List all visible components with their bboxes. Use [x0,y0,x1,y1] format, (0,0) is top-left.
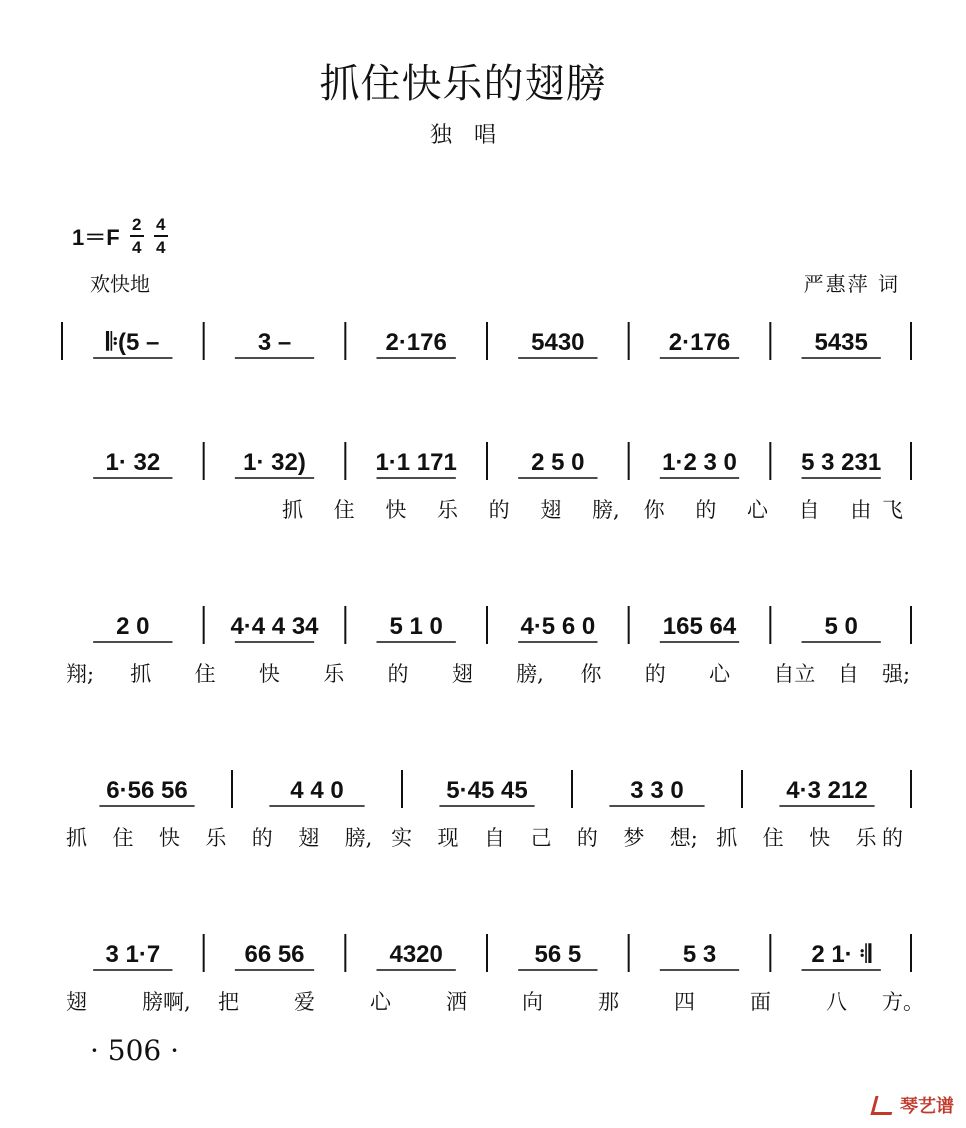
watermark [873,1092,954,1118]
key-label: 1＝F [72,224,120,250]
lyric-syllable: 翅 [451,662,473,686]
lyric-syllable: 抓 [66,826,87,850]
measure: 4320 [389,941,443,968]
lyric-syllable: 乐 [323,662,345,686]
time-sig-1-top: 2 [131,215,142,234]
lyric-syllable: 乐 [855,826,877,850]
lyric-syllable: 的 [251,826,273,850]
lyric-syllable: 快 [158,826,180,850]
measure: 1·2 3 0 [662,449,737,476]
score-line-3 [62,604,912,694]
lyric-syllable: 方。 [882,990,924,1014]
measure: 1· 32) [243,449,306,476]
lyrics-row [62,658,912,692]
lyric-syllable: 乐 [437,498,458,522]
score-line-5 [62,932,924,1022]
measure: 5·45 45 [446,777,528,804]
lyric-syllable: 心 [747,498,768,522]
lyric-syllable: 洒 [446,990,467,1014]
measure: 4 4 0 [290,777,344,804]
lyric-syllable: 四 [674,990,695,1014]
measure: 2 1· 𝄇 [811,941,872,968]
lyric-syllable: 快 [258,662,280,686]
measure: 5430 [531,329,585,356]
lyrics-row [62,374,912,408]
measure: 66 56 [244,941,305,968]
lyric-syllable: 住 [194,662,216,686]
lyrics-row [62,822,912,856]
measure: 6·56 56 [106,777,188,804]
lyric-syllable: 膀, [344,826,373,850]
lyric-syllable: 实 [391,826,413,850]
measure: 3 1·7 [105,941,161,968]
measure: 4·4 4 34 [230,613,319,640]
measure: 2 0 [116,613,150,640]
lyric-syllable: 心 [370,990,391,1014]
lyric-syllable: 的 [488,498,510,522]
time-sig-1-bottom: 4 [131,238,142,257]
time-signature-2 [154,216,168,256]
key-signature [72,216,168,256]
lyric-syllable: 翅 [66,990,87,1014]
lyric-syllable: 翔; [66,662,95,686]
lyric-syllable: 的 [882,826,903,850]
lyric-syllable: 把 [218,990,239,1014]
lyric-syllable: 的 [387,662,409,686]
notes-row [62,440,912,490]
lyric-syllable: 的 [695,498,717,522]
lyric-syllable: 自 [798,498,820,522]
lyric-syllable: 强; [882,662,911,686]
measure: 4·3 212 [786,777,868,804]
lyricist-credit: 严惠萍 词 [803,272,900,296]
measure: 2 5 0 [531,449,585,476]
lyric-syllable: 你 [643,498,665,522]
song-subtitle: 独 唱 [429,123,496,148]
notes-row [62,320,912,370]
lyric-syllable: 想; [669,826,698,850]
time-sig-2-top: 4 [155,215,166,234]
measure: 5 1 0 [389,613,443,640]
lyric-syllable: 抓 [716,826,738,850]
lyric-syllable: 那 [598,990,619,1014]
measure: 5 3 231 [801,449,882,476]
lyric-syllable: 抓 [130,662,152,686]
score-line-2 [62,440,912,530]
lyric-syllable: 自立 [773,662,816,686]
lyric-syllable: 的 [644,662,666,686]
lyric-syllable: 梦 [623,826,645,850]
notes-row [62,768,912,818]
measure: 3 – [257,329,292,356]
measure: 1· 32 [105,449,161,476]
measure: 𝄆(5 – [106,329,160,356]
lyric-syllable: 向 [522,990,543,1014]
measure: 2·176 [385,329,447,356]
tempo-marking: 欢快地 [90,272,150,296]
lyric-syllable: 现 [437,826,459,850]
lyric-syllable: 你 [580,662,602,686]
lyric-syllable: 膀, [516,662,544,686]
measure: 4·5 6 0 [520,613,596,640]
song-title: 抓住快乐的翅膀 [319,61,607,107]
lyric-syllable: 膀, [592,498,620,522]
lyric-syllable: 抓 [282,498,303,522]
measure: 5 0 [824,613,858,640]
lyric-syllable: 住 [333,498,355,522]
lyric-syllable: 乐 [205,826,227,850]
lyric-syllable: 住 [112,826,134,850]
lyric-syllable: 飞 [882,498,903,522]
lyric-syllable: 由 [850,498,872,522]
lyric-syllable: 面 [750,990,771,1014]
measure: 5435 [814,329,868,356]
score-line-4 [62,768,912,858]
measure: 2·176 [668,329,731,356]
lyric-syllable: 翅 [298,826,320,850]
lyric-syllable: 己 [530,826,552,850]
measure: 5 3 [682,941,717,968]
measure: 56 5 [534,941,582,968]
lyrics-row [62,494,912,528]
time-signature-1 [130,216,144,256]
lyric-syllable: 住 [762,826,784,850]
lyric-syllable: 自 [837,662,859,686]
lyric-syllable: 八 [826,990,847,1014]
measure: 1·1 171 [375,449,457,476]
lyric-syllable: 翅 [540,498,562,522]
lyrics-row [62,986,924,1020]
page-number: · 506 · [90,1034,180,1067]
notes-row [62,604,912,654]
notes-row [62,932,912,982]
lyric-syllable: 膀啊, [142,990,191,1014]
measure: 3 3 0 [630,777,684,804]
lyric-syllable: 爱 [294,990,315,1014]
watermark-text: 琴艺谱 [900,1096,954,1117]
measure: 165 64 [662,613,737,640]
time-sig-2-bottom: 4 [155,238,166,257]
score-line-1 [62,320,912,410]
lyric-syllable: 快 [809,826,831,850]
lyric-syllable: 快 [385,498,407,522]
lyric-syllable: 自 [484,826,505,850]
watermark-logo-icon [870,1096,896,1115]
lyric-syllable: 心 [709,662,731,686]
lyric-syllable: 的 [576,826,598,850]
